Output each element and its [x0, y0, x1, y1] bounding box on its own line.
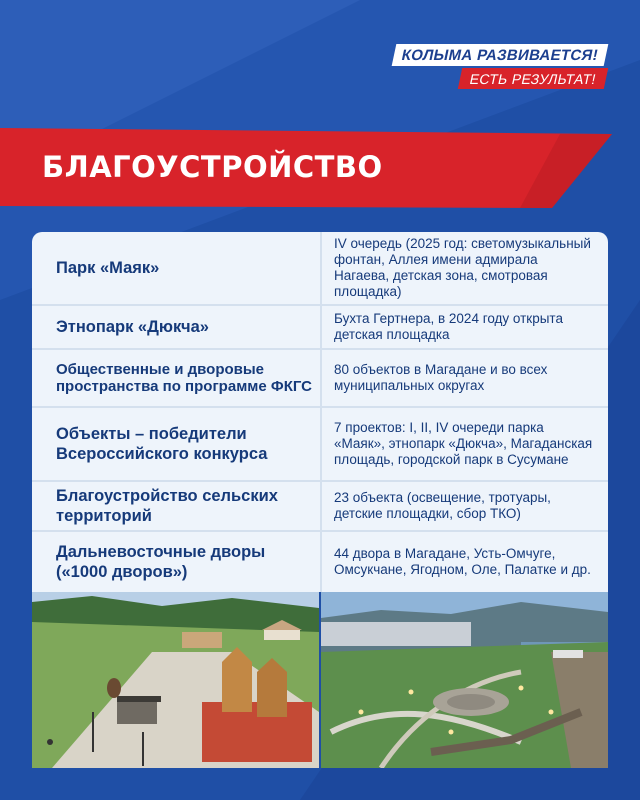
table-row [32, 482, 608, 532]
row-name: Объекты – победители Всероссийского конкурса [56, 425, 268, 463]
row-detail: Бухта Гертнера, в 2024 году открыта детская площадка [334, 311, 563, 342]
column-divider [320, 232, 322, 304]
row-name: Благоустройство сельских территорий [56, 487, 278, 525]
slogan [394, 44, 606, 89]
table-row [32, 350, 608, 408]
table-row [32, 408, 608, 482]
ethnopark-photo [32, 592, 319, 768]
column-divider [320, 408, 322, 480]
row-name: Дальневосточные дворы («1000 дворов») [56, 543, 266, 581]
mayak-park-photo [321, 592, 608, 768]
column-divider [320, 306, 322, 348]
row-detail: IV очередь (2025 год: светомузыкальный фонтан, Аллея имени адмирала Нагаева, детская зона, смотровая площадка) [334, 236, 591, 299]
column-divider [320, 482, 322, 530]
photo-strip [32, 592, 608, 768]
row-detail: 23 объекта (освещение, тротуары, детские площадки, сбор ТКО) [334, 490, 551, 521]
slogan-line-1: КОЛЫМА РАЗВИВАЕТСЯ! [392, 44, 609, 66]
table-row [32, 532, 608, 592]
table-row [32, 306, 608, 350]
page-title: БЛАГОУСТРОЙСТВО [42, 150, 383, 184]
column-divider [320, 532, 322, 592]
row-detail: 44 двора в Магадане, Усть-Омчуге, Омсукчане, Ягодном, Оле, Палатке и др. [334, 546, 591, 577]
slogan-line-2: ЕСТЬ РЕЗУЛЬТАТ! [458, 68, 608, 89]
row-detail: 80 объектов в Магадане и во всех муниципальных округах [334, 362, 548, 393]
column-divider [320, 350, 322, 406]
row-name: Парк «Маяк» [56, 259, 160, 277]
projects-table [32, 232, 608, 592]
row-name: Общественные и дворовые пространства по программе ФКГС [56, 361, 312, 395]
row-name: Этнопарк «Дюкча» [56, 318, 209, 336]
row-detail: 7 проектов: I, II, IV очереди парка «Маяк», этнопарк «Дюкча», Магаданская площадь, городской парк в Сусумане [334, 420, 593, 467]
table-row [32, 232, 608, 306]
